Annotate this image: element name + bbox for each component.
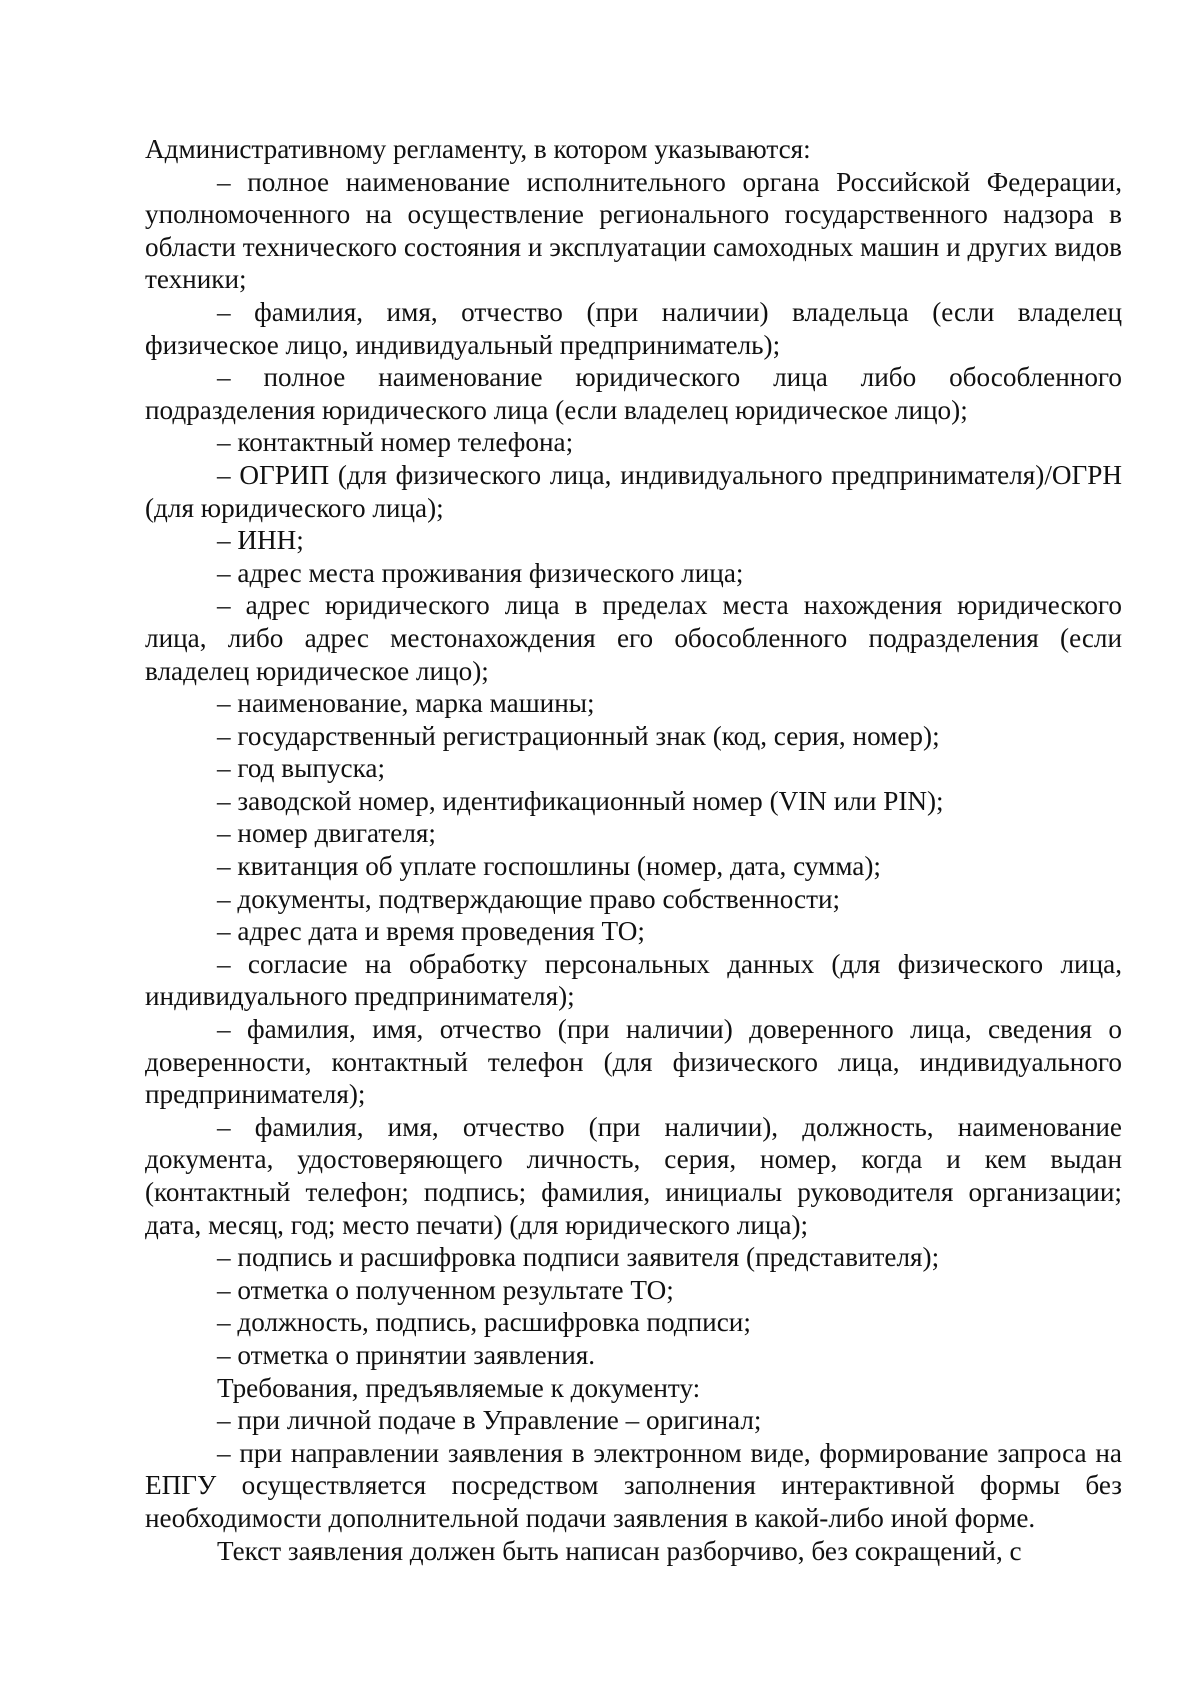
list-item-acceptance-mark: – отметка о принятии заявления. (217, 1339, 596, 1370)
list-item-authority-name: – полное наименование исполнительного органа Российской Федерации, уполномоченного на осуществление регионального государственного надзора в области технического состояния и эксплуатации самоходных машин и других видов техники; (145, 166, 1122, 295)
list-item-phone: – контактный номер телефона; (217, 427, 574, 458)
list-item-applicant-signature: – подпись и расшифровка подписи заявителя (представителя); (217, 1242, 940, 1273)
list-item-personal-submission: – при личной подаче в Управление – оригинал; (217, 1405, 762, 1436)
list-item-electronic-submission: – при направлении заявления в электронном виде, формирование запроса на ЕПГУ осуществляется посредством заполнения интерактивной формы без необходимости дополнительной подачи заявления в какой-либо иной форме. (145, 1437, 1122, 1533)
document-body (145, 133, 1122, 1567)
list-item-result-mark: – отметка о полученном результате ТО; (217, 1274, 674, 1305)
list-item-personal-data-consent: – согласие на обработку персональных данных (для физического лица, индивидуального предпринимателя); (145, 948, 1122, 1012)
list-item-position-signature: – должность, подпись, расшифровка подписи; (217, 1307, 751, 1338)
list-item-serial-number: – заводской номер, идентификационный номер (VIN или PIN); (217, 785, 944, 816)
list-item-proxy-info: – фамилия, имя, отчество (при наличии) доверенного лица, сведения о доверенности, контактный телефон (для физического лица, индивидуального предпринимателя); (145, 1014, 1122, 1110)
paragraph-text-requirements: Текст заявления должен быть написан разборчиво, без сокращений, с (217, 1535, 1022, 1566)
list-item-ownership-docs: – документы, подтверждающие право собственности; (217, 883, 841, 914)
list-item-residence-address: – адрес места проживания физического лица; (217, 557, 744, 588)
list-item-representative-info: – фамилия, имя, отчество (при наличии), должность, наименование документа, удостоверяющего личность, серия, номер, когда и кем выдан (контактный телефон; подпись; фамилия, инициалы руководителя организации; дата, месяц, год; место печати) (для юридического лица); (145, 1111, 1122, 1240)
list-item-machine-name: – наименование, марка машины; (217, 688, 595, 719)
list-item-engine-number: – номер двигателя; (217, 818, 436, 849)
list-item-inspection-datetime: – адрес дата и время проведения ТО; (217, 916, 645, 947)
list-item-year: – год выпуска; (217, 753, 386, 784)
paragraph-requirements-heading: Требования, предъявляемые к документу: (217, 1372, 701, 1403)
list-item-fee-receipt: – квитанция об уплате госпошлины (номер, дата, сумма); (217, 851, 881, 882)
list-item-legal-address: – адрес юридического лица в пределах места нахождения юридического лица, либо адрес местонахождения его обособленного подразделения (если владелец юридическое лицо); (145, 590, 1122, 686)
list-item-ogrip-ogrn: – ОГРИП (для физического лица, индивидуального предпринимателя)/ОГРН (для юридического лица); (145, 459, 1122, 523)
list-item-inn: – ИНН; (217, 525, 304, 556)
list-item-owner-fio: – фамилия, имя, отчество (при наличии) владельца (если владелец физическое лицо, индивидуальный предприниматель); (145, 296, 1122, 360)
list-item-legal-entity-name: – полное наименование юридического лица либо обособленного подразделения юридического лица (если владелец юридическое лицо); (145, 362, 1122, 425)
list-item-registration-sign: – государственный регистрационный знак (код, серия, номер); (217, 720, 940, 751)
paragraph-intro: Административному регламенту, в котором указываются: (145, 134, 811, 164)
